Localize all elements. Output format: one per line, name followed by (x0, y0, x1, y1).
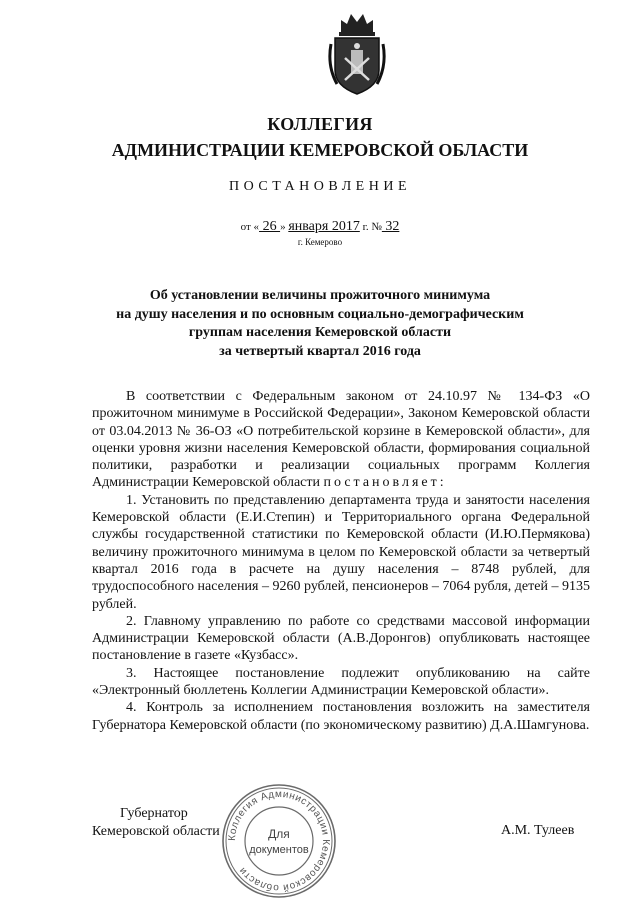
stamp-center-line2: документов (249, 844, 309, 856)
intro-text: В соответствии с Федеральным законом от 24.10.97 № 134-ФЗ «О прожиточном минимуме в Российской Федерации», Законом Кемеровской области от 03.04.2013 № 36-ОЗ «О потребительской корзине в Кемеровской области», для оценки уровня жизни населения Кемеровской области, формирования социальной политики, разработки и реализации социальных программ Коллегия Администрации Кемеровской области (92, 389, 590, 491)
signature-position-line1: Губернатор (120, 806, 188, 821)
document-title (0, 287, 640, 361)
signature-name: А.М. Тулеев (501, 823, 575, 838)
signature-position-line2: Кемеровской области (92, 824, 220, 839)
intro-paragraph (92, 388, 590, 492)
title-line: на душу населения и по основным социально-демографическим (116, 306, 524, 322)
date-day: 26 (259, 219, 281, 234)
title-line: группам населения Кемеровской области (188, 325, 452, 340)
document-type: ПОСТАНОВЛЕНИЕ (228, 179, 412, 194)
document-number: 32 (381, 219, 400, 234)
item-paragraph-4: 4. Контроль за исполнением постановления возложить на заместителя Губернатора Кемеровской области (по экономическому развитию) Д.А.Шамгунова. (92, 700, 590, 733)
document-city: г. Кемерово (297, 237, 343, 247)
document-body (92, 388, 590, 734)
document-date-line (0, 219, 640, 235)
seal-stamp-icon (220, 782, 338, 900)
stamp-center-line1: Для (268, 827, 290, 841)
date-mid: » (280, 221, 289, 233)
svg-text:Коллегия Администрации Кемеров (227, 789, 331, 893)
title-line: за четвертый квартал 2016 года (219, 343, 421, 359)
stamp-ring-text: Коллегия Администрации Кемеровской области (226, 788, 332, 894)
title-line: Об установлении величины прожиточного минимума (149, 288, 491, 303)
org-name-line1: КОЛЛЕГИЯ (267, 114, 373, 134)
signature-position (92, 805, 220, 841)
date-month-year: января 2017 (288, 219, 360, 234)
coat-of-arms-icon (327, 10, 387, 96)
item-paragraph-3: 3. Настоящее постановление подлежит опубликованию на сайте «Электронный бюллетень Коллегии Администрации Кемеровской области». (92, 665, 590, 699)
resolves-word: постановляет: (323, 475, 447, 491)
date-g-number-label: г. № (359, 221, 382, 233)
item-paragraph-2: 2. Главному управлению по работе со средствами массовой информации Администрации Кемеровской области (А.В.Доронгов) опубликовать настоящее постановление в газете «Кузбасс». (92, 613, 590, 664)
date-prefix: от « (240, 221, 260, 233)
org-name-line2: АДМИНИСТРАЦИИ КЕМЕРОВСКОЙ ОБЛАСТИ (111, 140, 529, 160)
item-paragraph-1: 1. Установить по представлению департамента труда и занятости населения Кемеровской области (Е.И.Степин) и Территориального органа Федеральной службы государственной статистики по Кемеровской области (И.Ю.Пермякова) величину прожиточного минимума в целом по Кемеровской области за четвертый квартал 2016 года в расчете на душу населения – 8748 рублей, для трудоспособного населения – 9260 рублей, пенсионеров – 7064 рубля, детей – 9135 рублей. (92, 492, 590, 612)
